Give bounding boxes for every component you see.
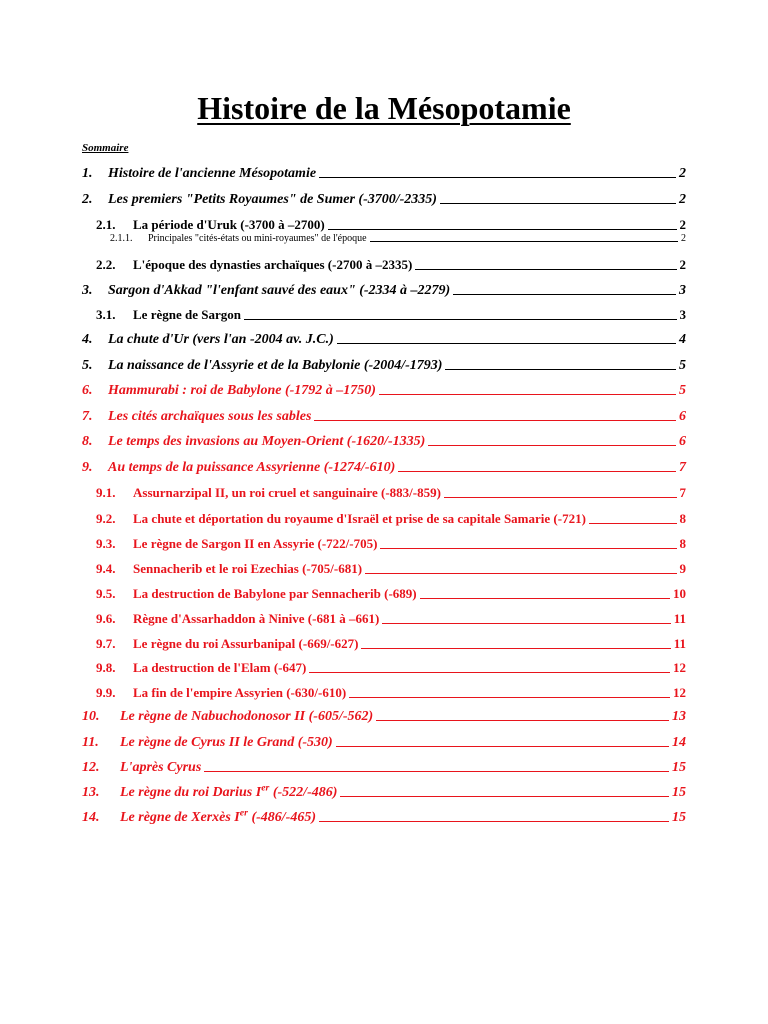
- toc-entry-page-number: 15: [672, 810, 686, 825]
- toc-entry[interactable]: [96, 685, 686, 701]
- toc-entry-title-text: Règne d'Assarhaddon à Ninive (-681 à –661): [133, 611, 380, 626]
- toc-entry[interactable]: [96, 307, 686, 323]
- toc-entry-title-text: La destruction de Babylone par Sennacherib (-689): [133, 586, 417, 601]
- toc-leader-line: [445, 368, 676, 370]
- toc-leader-line: [361, 647, 670, 649]
- toc-entry-title-suffix: (-522/-486): [269, 785, 338, 800]
- toc-leader-line: [440, 202, 676, 204]
- toc-entry-page-number: 8: [679, 536, 686, 551]
- toc-entry-title-text: La chute et déportation du royaume d'Israël et prise de sa capitale Samarie (-721): [133, 511, 586, 526]
- toc-entry-title: [133, 685, 346, 701]
- toc-entry[interactable]: [96, 660, 686, 676]
- toc-entry-number: 9.2.: [96, 511, 116, 526]
- toc-leader-line: [428, 444, 676, 446]
- toc-leader-line: [370, 240, 678, 242]
- toc-entry-page-number: 3: [679, 283, 686, 298]
- toc-entry-title: [108, 460, 395, 476]
- toc-entry[interactable]: [96, 636, 686, 652]
- toc-entry-page-number: 5: [679, 358, 686, 373]
- toc-entry[interactable]: [82, 358, 686, 374]
- toc-entry-title-text: La fin de l'empire Assyrien (-630/-610): [133, 685, 347, 700]
- toc-entry-number: 9.6.: [96, 611, 116, 626]
- toc-entry[interactable]: [82, 283, 686, 299]
- toc-leader-line: [337, 342, 676, 344]
- toc-entry-title-text: Le règne du roi Assurbanipal (-669/-627): [133, 636, 359, 651]
- toc-entry[interactable]: [82, 760, 686, 776]
- toc-entry-title: [148, 233, 367, 244]
- toc-leader-line: [340, 795, 669, 797]
- toc-entry-page-number: 2: [681, 233, 686, 244]
- toc-entry-title-text: Le règne de Xerxès I: [120, 810, 240, 825]
- toc-entry-title-text: Assurnarzipal II, un roi cruel et sanguinaire (-883/-859): [133, 485, 441, 500]
- toc-entry[interactable]: [82, 332, 686, 348]
- toc-entry[interactable]: [82, 166, 686, 182]
- toc-entry-page-number: 2: [679, 217, 686, 232]
- toc-entry-number: 1.: [82, 166, 93, 181]
- toc-entry-page-number: 13: [672, 709, 686, 724]
- toc-entry-page-number: 4: [679, 332, 686, 347]
- toc-leader-line: [309, 671, 670, 673]
- toc-entry-number: 9.8.: [96, 660, 116, 675]
- toc-entry-number: 8.: [82, 434, 93, 449]
- toc-entry-title-suffix: (-486/-465): [247, 810, 316, 825]
- toc-leader-line: [349, 696, 670, 698]
- toc-entry-number: 9.4.: [96, 561, 116, 576]
- toc-entry-title: [133, 217, 325, 233]
- toc-entry[interactable]: [110, 233, 686, 244]
- toc-entry-number: 10.: [82, 709, 100, 724]
- toc-entry-title: [108, 358, 442, 374]
- toc-entry-number: 2.1.1.: [110, 233, 133, 244]
- toc-entry[interactable]: [96, 611, 686, 627]
- toc-entry-title-superscript: er: [261, 782, 270, 794]
- toc-leader-line: [319, 176, 676, 178]
- toc-entry-number: 9.: [82, 460, 93, 475]
- toc-entry-number: 14.: [82, 810, 100, 825]
- toc-entry-number: 2.1.: [96, 217, 116, 232]
- toc-entry-title-text: La période d'Uruk (-3700 à –2700): [133, 217, 325, 232]
- toc-leader-line: [444, 496, 677, 498]
- toc-entry-page-number: 8: [679, 511, 686, 526]
- page-title: Histoire de la Mésopotamie: [197, 90, 571, 126]
- toc-entry[interactable]: [82, 409, 686, 425]
- toc-entry-page-number: 2: [679, 192, 686, 207]
- toc-entry-title-text: Les cités archaïques sous les sables: [108, 409, 312, 424]
- toc-entry-number: 9.3.: [96, 536, 116, 551]
- toc-entry-title-text: Sargon d'Akkad "l'enfant sauvé des eaux" (-2334 à –2279): [108, 283, 451, 298]
- toc-leader-line: [319, 820, 669, 822]
- toc-entry[interactable]: [96, 536, 686, 552]
- toc-leader-line: [398, 470, 676, 472]
- toc-leader-line: [420, 597, 670, 599]
- toc-entry-number: 9.1.: [96, 485, 116, 500]
- toc-entry-page-number: 15: [672, 785, 686, 800]
- toc-entry-number: 9.7.: [96, 636, 116, 651]
- toc-leader-line: [365, 572, 676, 574]
- toc-entry-title-text: La destruction de l'Elam (-647): [133, 660, 307, 675]
- toc-entry-title: [133, 561, 362, 577]
- toc-entry[interactable]: [82, 192, 686, 208]
- toc-leader-line: [314, 419, 676, 421]
- toc-entry-title: [120, 807, 316, 826]
- toc-entry-page-number: 10: [673, 586, 686, 601]
- toc-leader-line: [382, 622, 670, 624]
- toc-leader-line: [379, 393, 676, 395]
- toc-entry-title-text: Le règne de Sargon II en Assyrie (-722/-705): [133, 536, 378, 551]
- toc-entry-title: [133, 257, 412, 273]
- toc-leader-line: [328, 228, 677, 230]
- toc-entry-page-number: 5: [679, 383, 686, 398]
- toc-entry[interactable]: [96, 217, 686, 233]
- toc-entry-title: [120, 782, 338, 801]
- toc-entry-title-text: Au temps de la puissance Assyrienne (-1274/-610): [108, 460, 396, 475]
- toc-entry[interactable]: [82, 460, 686, 476]
- toc-entry[interactable]: [96, 485, 686, 501]
- toc-leader-line: [376, 719, 669, 721]
- toc-entry-page-number: 12: [673, 660, 686, 675]
- toc-entry-page-number: 7: [679, 485, 686, 500]
- toc-entry-title-text: Principales "cités-états ou mini-royaumes" de l'époque: [148, 233, 367, 244]
- toc-entry-number: 2.2.: [96, 257, 116, 272]
- toc-entry-title: [108, 166, 316, 182]
- toc-entry[interactable]: [82, 782, 686, 801]
- toc-entry-title: [133, 511, 586, 527]
- toc-entry-number: 4.: [82, 332, 93, 347]
- toc-entry-title-superscript: er: [239, 807, 248, 819]
- toc-entry-number: 2.: [82, 192, 93, 207]
- toc-leader-line: [204, 770, 669, 772]
- toc-entry-title-text: Le règne de Sargon: [133, 307, 241, 322]
- toc-entry-title-text: L'époque des dynasties archaïques (-2700 à –2335): [133, 257, 413, 272]
- toc-entry[interactable]: [82, 807, 686, 826]
- toc-entry-title: [133, 611, 379, 627]
- toc-leader-line: [415, 268, 676, 270]
- toc-entry-number: 9.9.: [96, 685, 116, 700]
- toc-entry-title: [108, 383, 376, 399]
- toc-entry-title-text: L'après Cyrus: [120, 760, 202, 775]
- toc-entry[interactable]: [96, 586, 686, 602]
- toc-entry-title: [120, 735, 333, 751]
- toc-entry-page-number: 7: [679, 460, 686, 475]
- toc-entry-page-number: 3: [679, 307, 686, 322]
- toc-entry-page-number: 2: [679, 166, 686, 181]
- toc-entry-title-text: Sennacherib et le roi Ezechias (-705/-681): [133, 561, 363, 576]
- toc-entry-title-text: La naissance de l'Assyrie et de la Babylonie (-2004/-1793): [108, 358, 443, 373]
- toc-entry-title-text: Hammurabi : roi de Babylone (-1792 à –1750): [108, 383, 376, 398]
- toc-entry[interactable]: [82, 383, 686, 399]
- toc-entry-number: 5.: [82, 358, 93, 373]
- toc-entry-page-number: 6: [679, 434, 686, 449]
- toc-entry[interactable]: [82, 735, 686, 751]
- toc-entry[interactable]: [82, 709, 686, 725]
- toc-entry-page-number: 14: [672, 735, 686, 750]
- toc-entry-number: 3.1.: [96, 307, 116, 322]
- toc-entry-title-text: Le règne de Nabuchodonosor II (-605/-562): [120, 709, 374, 724]
- toc-entry-title: [133, 485, 441, 501]
- toc-entry-title: [108, 409, 311, 425]
- toc-leader-line: [336, 745, 669, 747]
- toc-entry-title: [120, 760, 201, 776]
- toc-entry-title-text: Histoire de l'ancienne Mésopotamie: [108, 166, 317, 181]
- toc-entry[interactable]: [96, 257, 686, 273]
- toc-entry-title: [108, 434, 425, 450]
- toc-entry-title-text: Le règne de Cyrus II le Grand (-530): [120, 735, 333, 750]
- toc-entry-page-number: 6: [679, 409, 686, 424]
- toc-entry-title: [133, 536, 377, 552]
- toc-entry-title-text: Les premiers "Petits Royaumes" de Sumer (-3700/-2335): [108, 192, 437, 207]
- toc-entry-title: [133, 660, 306, 676]
- toc-entry-title: [108, 332, 334, 348]
- toc-entry[interactable]: [96, 511, 686, 527]
- toc-entry-title: [108, 192, 437, 208]
- toc-entry-page-number: 11: [673, 636, 686, 651]
- toc-entry-title-text: Le règne du roi Darius I: [120, 785, 262, 800]
- toc-entry-title-text: Le temps des invasions au Moyen-Orient (-1620/-1335): [108, 434, 426, 449]
- toc-entry-number: 7.: [82, 409, 93, 424]
- toc-leader-line: [453, 293, 676, 295]
- toc-entry[interactable]: [82, 434, 686, 450]
- toc-entry-number: 13.: [82, 785, 100, 800]
- toc-entry-page-number: 12: [673, 685, 686, 700]
- toc-entry-page-number: 2: [679, 257, 686, 272]
- toc-entry-title: [133, 636, 358, 652]
- toc-entry-page-number: 11: [673, 611, 686, 626]
- toc-entry-page-number: 9: [679, 561, 686, 576]
- toc-entry-number: 9.5.: [96, 586, 116, 601]
- toc-entry-number: 11.: [82, 735, 99, 750]
- toc-entry-title: [133, 586, 417, 602]
- toc-entry[interactable]: [96, 561, 686, 577]
- toc-entry-title: [120, 709, 373, 725]
- toc-entry-title: [133, 307, 241, 323]
- toc-leader-line: [589, 522, 677, 524]
- toc-entry-number: 6.: [82, 383, 93, 398]
- toc-leader-line: [244, 318, 677, 320]
- toc-heading: Sommaire: [82, 142, 129, 154]
- toc-entry-number: 3.: [82, 283, 93, 298]
- toc-entry-page-number: 15: [672, 760, 686, 775]
- toc-entry-title-text: La chute d'Ur (vers l'an -2004 av. J.C.): [108, 332, 334, 347]
- toc-entry-number: 12.: [82, 760, 100, 775]
- toc-entry-title: [108, 283, 450, 299]
- toc-leader-line: [380, 547, 676, 549]
